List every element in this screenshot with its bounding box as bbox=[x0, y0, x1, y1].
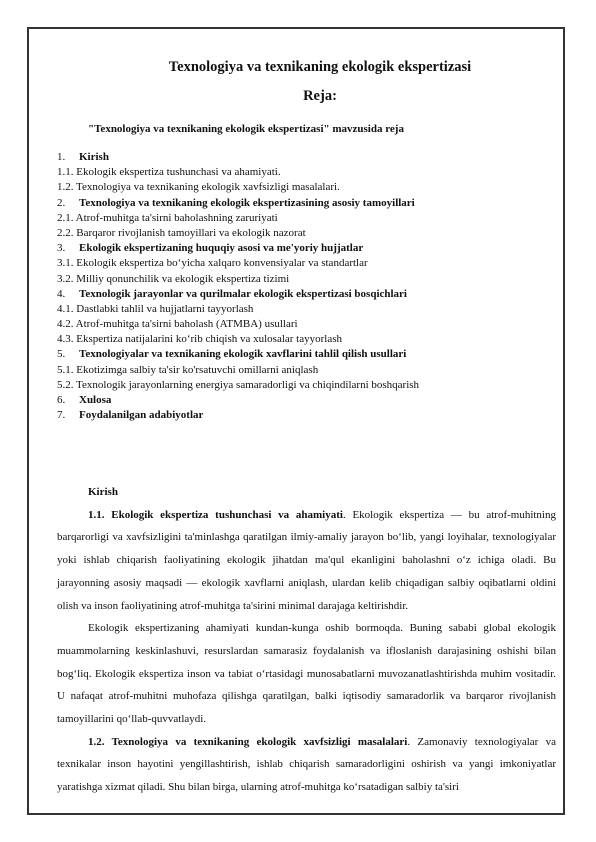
toc-item-label: 2.2. Barqaror rivojlanish tamoyillari va ekologik nazorat bbox=[57, 226, 306, 239]
toc-item bbox=[57, 272, 557, 287]
toc-item-label: 5.2. Texnologik jarayonlarning energiya samaradorligi va chiqindilarni boshqarish bbox=[57, 378, 420, 391]
toc-item bbox=[57, 180, 557, 195]
toc-item-label: Foydalanilgan adabiyotlar bbox=[79, 409, 204, 422]
paragraph-text: . Ekologik ekspertiza — bu atrof-muhitning barqarorligi va xavfsizligini ta'minlashga qaratilgan ilmiy-amaliy jarayon bo‘lib, yangi loyihalar, texnologiyalar yoki ishlab chiqarish faoliyatining ekologik jihatdan ma'qul ekanligini baholashni o‘z ichiga oladi. Bu jarayonning asosiy maqsadi — ekologik xavflarni aniqlash, ulardan kelib chiqadigan salbiy oqibatlarni oldini olish va inson faoliyatining atrof-muhitga ta'sirini minimal darajaga keltirishdir. bbox=[57, 508, 556, 612]
toc-item bbox=[57, 378, 557, 393]
toc-item bbox=[57, 302, 557, 317]
toc-item-label: 3.2. Milliy qonunchilik va ekologik ekspertiza tizimi bbox=[57, 272, 290, 285]
toc-item bbox=[57, 150, 557, 165]
paragraph-text: . Zamonaviy texnologiyalar va texnikalar inson hayotini yengillashtirish, ishlab chiqarish samaradorligini oshirish va yangi imkoniyatlar yaratishga xizmat qiladi. Shu bilan birga, ularning atrof-muhitga ko‘rsatadigan salbiy ta'siri bbox=[57, 735, 556, 794]
paragraph-text: Ekologik ekspertizaning ahamiyati kundan-kunga oshib bormoqda. Buning sababi global ekologik muammolarning keskinlashuvi, resurslardan samarasiz foydalanish va ifloslanish darajasining oshishi bilan bog‘liq. Ekologik ekspertiza inson va tabiat o‘rtasidagi munosabatlarni muvozanatlashtirishda muhim vositadir. U nafaqat atrof-muhitni muhofaza qilishga qaratilgan, balki iqtisodiy samaradorlik va barqaror rivojlanish tamoyillarini qo‘llab-quvvatlaydi. bbox=[57, 622, 556, 726]
toc-item-number: 2. bbox=[57, 196, 66, 209]
toc-item bbox=[57, 256, 557, 271]
toc-item bbox=[57, 196, 557, 211]
paragraph bbox=[57, 504, 556, 618]
toc-item bbox=[57, 363, 557, 378]
toc-item bbox=[57, 211, 557, 226]
paragraph bbox=[57, 731, 556, 799]
paragraph bbox=[57, 617, 556, 731]
toc-item-number: 6. bbox=[57, 394, 66, 406]
toc-item bbox=[57, 287, 557, 302]
toc-item bbox=[57, 332, 557, 347]
toc-item-number: 3. bbox=[57, 242, 66, 255]
toc-item-label: 4.2. Atrof-muhitga ta'sirni baholash (ATMBA) usullari bbox=[57, 318, 298, 331]
toc-item-number: 1. bbox=[57, 151, 66, 163]
toc-item-label: 1.1. Ekologik ekspertiza tushunchasi va ahamiyati. bbox=[57, 166, 281, 179]
toc-item bbox=[57, 165, 557, 180]
toc-item-label: 4.3. Ekspertiza natijalarini ko‘rib chiqish va xulosalar tayyorlash bbox=[57, 333, 343, 346]
subsection-heading: 1.2. Texnologiya va texnikaning ekologik xavfsizligi masalalari bbox=[88, 735, 408, 748]
toc-item bbox=[57, 241, 557, 256]
toc-item bbox=[57, 347, 557, 362]
toc-item-number: 5. bbox=[57, 348, 66, 361]
toc-item-label: Xulosa bbox=[79, 394, 112, 406]
toc-item-label: 1.2. Texnologiya va texnikaning ekologik xavfsizligi masalalari. bbox=[57, 181, 340, 194]
toc-item-label: 3.1. Ekologik ekspertiza bo‘yicha xalqaro konvensiyalar va standartlar bbox=[57, 257, 368, 270]
plan-heading: Reja: bbox=[303, 88, 337, 104]
toc-item bbox=[57, 408, 557, 423]
document-body bbox=[57, 481, 556, 799]
toc-item bbox=[57, 226, 557, 241]
toc-item-label: Ekologik ekspertizaning huquqiy asosi va me'yoriy hujjatlar bbox=[79, 242, 364, 255]
toc-item-label: Texnologiya va texnikaning ekologik ekspertizasining asosiy tamoyillari bbox=[79, 196, 415, 209]
toc-item-label: Kirish bbox=[79, 151, 109, 163]
table-of-contents bbox=[57, 150, 557, 423]
toc-item-label: 5.1. Ekotizimga salbiy ta'sir ko'rsatuvchi omillarni aniqlash bbox=[57, 363, 319, 376]
toc-item-label: Texnologik jarayonlar va qurilmalar ekologik ekspertizasi bosqichlari bbox=[79, 287, 407, 300]
document-title: Texnologiya va texnikaning ekologik ekspertizasi bbox=[168, 59, 472, 75]
subsection-heading: 1.1. Ekologik ekspertiza tushunchasi va ahamiyati bbox=[88, 508, 343, 521]
plan-subtitle: "Texnologiya va texnikaning ekologik ekspertizasi" mavzusida reja bbox=[88, 123, 404, 135]
toc-item bbox=[57, 317, 557, 332]
toc-item-number: 4. bbox=[57, 287, 66, 300]
toc-item-number: 7. bbox=[57, 409, 66, 422]
toc-item-label: 4.1. Dastlabki tahlil va hujjatlarni tayyorlash bbox=[57, 302, 254, 315]
toc-item-label: Texnologiyalar va texnikaning ekologik xavflarini tahlil qilish usullari bbox=[79, 348, 407, 361]
toc-item-label: 2.1. Atrof-muhitga ta'sirni baholashning zaruriyati bbox=[57, 211, 278, 224]
toc-item bbox=[57, 393, 557, 408]
section-heading-kirish: Kirish bbox=[88, 486, 118, 498]
